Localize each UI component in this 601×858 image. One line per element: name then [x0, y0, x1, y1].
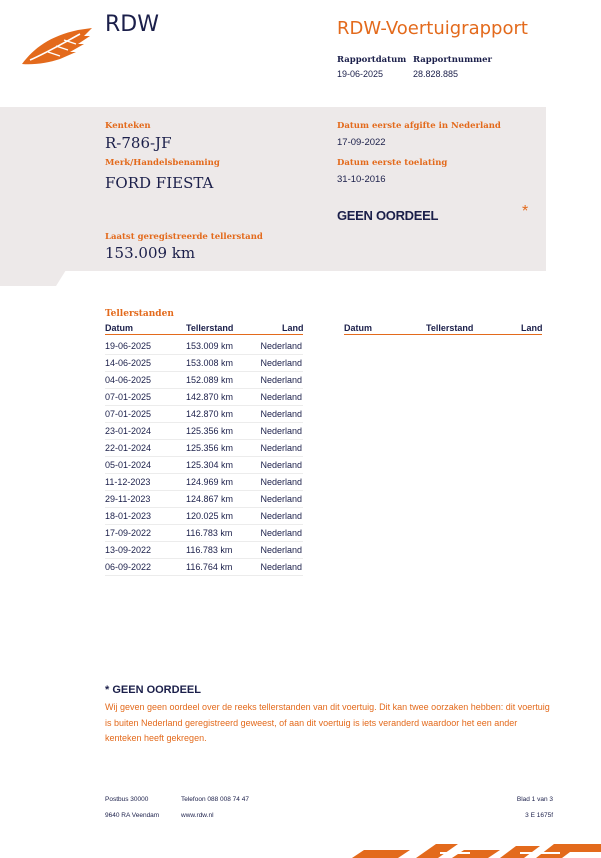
col-header-reading-right: Tellerstand — [426, 323, 474, 333]
col-header-country: Land — [282, 323, 304, 333]
panel-notch — [0, 270, 546, 286]
vehicle-info-panel — [0, 107, 546, 271]
footer-code: 3 E 1675f — [525, 812, 553, 819]
row-reading: 125.304 km — [186, 460, 234, 470]
table-header-rule — [105, 334, 303, 335]
footer-decoration-stripes — [340, 838, 601, 858]
row-date: 18-01-2023 — [105, 511, 152, 521]
row-country: Nederland — [260, 375, 302, 385]
footer-city: 9640 RA Veendam — [105, 812, 160, 819]
col-header-date-right: Datum — [344, 323, 373, 333]
row-reading: 124.969 km — [186, 477, 234, 487]
row-country: Nederland — [260, 477, 302, 487]
row-reading: 125.356 km — [186, 443, 234, 453]
table-row — [105, 422, 303, 440]
row-country: Nederland — [260, 562, 302, 572]
report-number-label: Rapportnummer — [413, 55, 492, 65]
table-row — [105, 490, 303, 508]
row-country: Nederland — [260, 460, 302, 470]
last-odometer-value: 153.009 km — [105, 244, 196, 262]
row-reading: 152.089 km — [186, 375, 234, 385]
table-row — [105, 524, 303, 542]
first-admission-value: 31-10-2016 — [337, 174, 386, 185]
row-date: 05-01-2024 — [105, 460, 152, 470]
row-date: 23-01-2024 — [105, 426, 152, 436]
row-date: 17-09-2022 — [105, 528, 152, 538]
table-row — [105, 473, 303, 491]
row-date: 06-09-2022 — [105, 562, 152, 572]
first-admission-label: Datum eerste toelating — [337, 158, 448, 168]
table-row — [105, 337, 303, 355]
row-reading: 120.025 km — [186, 511, 234, 521]
row-reading: 116.764 km — [186, 562, 233, 572]
report-date: 19-06-2025 — [337, 69, 384, 79]
row-date: 07-01-2025 — [105, 392, 152, 402]
brand-name: RDW — [105, 12, 159, 37]
col-header-reading: Tellerstand — [186, 323, 234, 333]
row-country: Nederland — [260, 545, 302, 555]
row-country: Nederland — [260, 409, 302, 419]
row-country: Nederland — [260, 341, 302, 351]
row-country: Nederland — [260, 528, 302, 538]
table-row — [105, 405, 303, 423]
report-title: RDW-Voertuigrapport — [337, 18, 528, 39]
row-reading: 153.009 km — [186, 341, 234, 351]
row-reading: 124.867 km — [186, 494, 234, 504]
row-country: Nederland — [260, 443, 302, 453]
row-date: 29-11-2023 — [105, 494, 151, 504]
make-value: FORD FIESTA — [105, 174, 214, 192]
report-date-label: Rapportdatum — [337, 55, 407, 65]
row-reading: 116.783 km — [186, 528, 233, 538]
rdw-logo-icon — [20, 26, 95, 68]
last-odometer-label: Laatst geregistreerde tellerstand — [105, 232, 263, 242]
row-country: Nederland — [260, 392, 302, 402]
row-date: 07-01-2025 — [105, 409, 152, 419]
footnote-text: Wij geven geen oordeel over de reeks tellerstanden van dit voertuig. Dit kan twee oorzaken hebben: dit voertuig is buiten Nederland geregistreerd geweest, of aan dit voertuig is iets veranderd waardoor het een ander kenteken heeft gekregen. — [105, 702, 550, 743]
row-date: 19-06-2025 — [105, 341, 152, 351]
col-header-country-right: Land — [521, 323, 543, 333]
row-reading: 142.870 km — [186, 409, 234, 419]
footer-postbus: Postbus 30000 — [105, 796, 149, 803]
row-date: 11-12-2023 — [105, 477, 151, 487]
verdict-label: GEEN OORDEEL — [337, 208, 439, 223]
first-nl-label: Datum eerste afgifte in Nederland — [337, 121, 501, 131]
row-country: Nederland — [260, 358, 302, 368]
odometer-section-title: Tellerstanden — [105, 309, 174, 319]
verdict-asterisk-icon: * — [522, 203, 529, 220]
row-date: 04-06-2025 — [105, 375, 152, 385]
row-country: Nederland — [260, 426, 302, 436]
row-reading: 116.783 km — [186, 545, 233, 555]
table-row — [105, 354, 303, 372]
row-date: 14-06-2025 — [105, 358, 152, 368]
row-country: Nederland — [260, 511, 302, 521]
row-date: 13-09-2022 — [105, 545, 152, 555]
plate-value: R-786-JF — [105, 134, 172, 152]
table-row — [105, 541, 303, 559]
table-header-rule-right — [344, 334, 542, 335]
col-header-date: Datum — [105, 323, 134, 333]
row-reading: 153.008 km — [186, 358, 234, 368]
table-row — [105, 456, 303, 474]
table-row — [105, 388, 303, 406]
first-nl-value: 17-09-2022 — [337, 137, 386, 148]
make-label: Merk/Handelsbenaming — [105, 158, 220, 168]
footnote-title — [105, 684, 201, 696]
table-row — [105, 439, 303, 457]
table-row — [105, 371, 303, 389]
footer-phone: Telefoon 088 008 74 47 — [181, 796, 249, 803]
footer-page-number: Blad 1 van 3 — [516, 796, 553, 803]
plate-label: Kenteken — [105, 121, 151, 131]
table-row — [105, 507, 303, 525]
row-date: 22-01-2024 — [105, 443, 152, 453]
table-row — [105, 558, 303, 576]
report-number: 28.828.885 — [413, 69, 459, 79]
row-reading: 125.356 km — [186, 426, 234, 436]
row-country: Nederland — [260, 494, 302, 504]
footnote-asterisk: * — [105, 684, 110, 696]
row-reading: 142.870 km — [186, 392, 234, 402]
footer-website[interactable]: www.rdw.nl — [181, 812, 214, 819]
footnote-heading: GEEN OORDEEL — [112, 684, 201, 696]
